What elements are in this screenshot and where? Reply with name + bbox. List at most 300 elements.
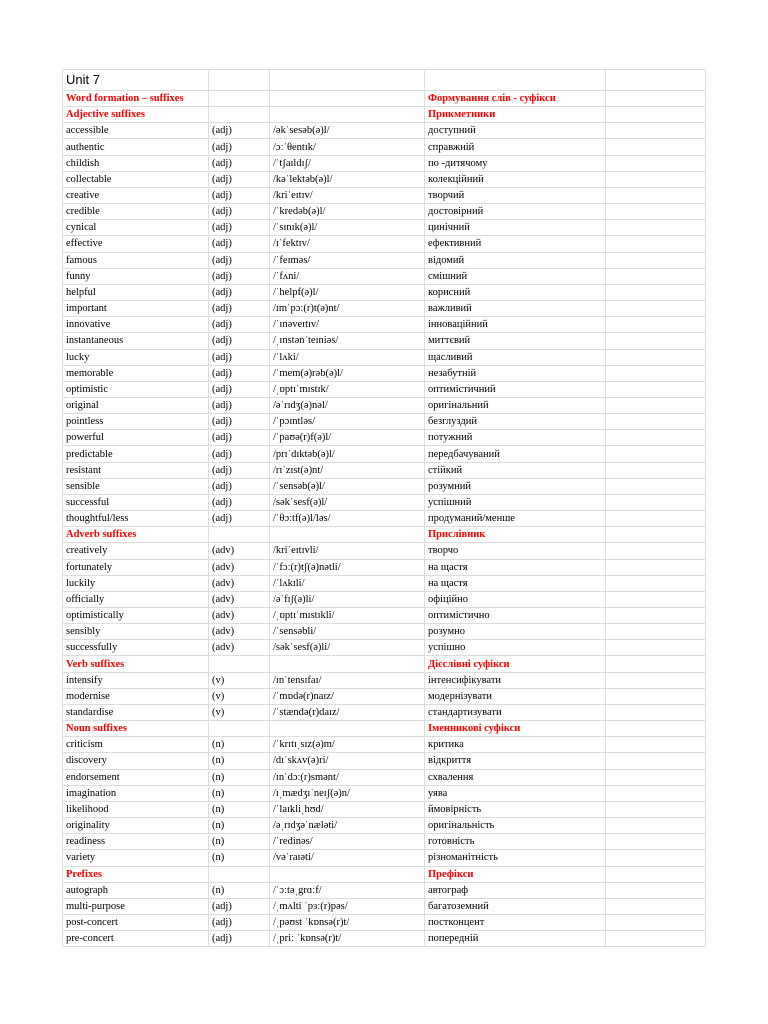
part-of-speech-cell[interactable]: (adj) bbox=[209, 349, 270, 365]
word-cell[interactable]: childish bbox=[63, 155, 209, 171]
word-row bbox=[63, 446, 706, 462]
part-of-speech-cell[interactable]: (adj) bbox=[209, 139, 270, 155]
empty-cell[interactable] bbox=[606, 931, 706, 947]
transcription-cell[interactable]: /vəˈraɪəti/ bbox=[270, 850, 425, 866]
empty-cell[interactable] bbox=[606, 801, 706, 817]
translation-cell[interactable]: попередній bbox=[425, 931, 606, 947]
part-of-speech-cell[interactable]: (n) bbox=[209, 769, 270, 785]
word-cell[interactable]: resistant bbox=[63, 462, 209, 478]
word-cell[interactable]: imagination bbox=[63, 785, 209, 801]
translation-cell[interactable]: цинічний bbox=[425, 220, 606, 236]
empty-cell[interactable] bbox=[606, 139, 706, 155]
translation-cell[interactable]: справжній bbox=[425, 139, 606, 155]
word-cell[interactable]: sensibly bbox=[63, 624, 209, 640]
word-cell[interactable]: officially bbox=[63, 591, 209, 607]
part-of-speech-cell[interactable]: (adj) bbox=[209, 914, 270, 930]
word-cell[interactable]: luckily bbox=[63, 575, 209, 591]
translation-cell[interactable]: офіційно bbox=[425, 591, 606, 607]
transcription-cell[interactable]: /ˌɪnstənˈteɪniəs/ bbox=[270, 333, 425, 349]
word-cell[interactable]: creative bbox=[63, 187, 209, 203]
word-row bbox=[63, 317, 706, 333]
part-of-speech-cell[interactable]: (adj) bbox=[209, 317, 270, 333]
word-cell[interactable]: pointless bbox=[63, 414, 209, 430]
section-header-row bbox=[63, 656, 706, 672]
word-cell[interactable]: fortunately bbox=[63, 559, 209, 575]
word-cell[interactable]: autograph bbox=[63, 882, 209, 898]
translation-cell[interactable]: миттєвий bbox=[425, 333, 606, 349]
transcription-cell[interactable]: /əˈrɪdʒ(ə)nəl/ bbox=[270, 397, 425, 413]
part-of-speech-cell[interactable]: (adj) bbox=[209, 301, 270, 317]
empty-cell[interactable] bbox=[606, 397, 706, 413]
transcription-cell[interactable]: /ˈsɪnɪk(ə)l/ bbox=[270, 220, 425, 236]
empty-cell[interactable] bbox=[270, 721, 425, 737]
transcription-cell[interactable]: /ˈkrɪtɪˌsɪz(ə)m/ bbox=[270, 737, 425, 753]
word-cell[interactable]: predictable bbox=[63, 446, 209, 462]
word-row bbox=[63, 381, 706, 397]
word-row bbox=[63, 591, 706, 607]
word-cell[interactable]: discovery bbox=[63, 753, 209, 769]
word-row bbox=[63, 236, 706, 252]
word-row bbox=[63, 430, 706, 446]
transcription-cell[interactable]: /rɪˈzɪst(ə)nt/ bbox=[270, 462, 425, 478]
part-of-speech-cell[interactable]: (adj) bbox=[209, 187, 270, 203]
translation-cell[interactable]: багатоземний bbox=[425, 898, 606, 914]
empty-cell[interactable] bbox=[606, 672, 706, 688]
transcription-cell[interactable]: /ˈfeɪməs/ bbox=[270, 252, 425, 268]
transcription-cell[interactable]: /ɪnˈtensɪfaɪ/ bbox=[270, 672, 425, 688]
sheet-body bbox=[63, 70, 706, 947]
empty-cell[interactable] bbox=[606, 882, 706, 898]
empty-cell[interactable] bbox=[606, 543, 706, 559]
transcription-cell[interactable]: /kəˈlektəb(ə)l/ bbox=[270, 171, 425, 187]
section-title-ua[interactable]: Прикметники bbox=[425, 107, 606, 123]
word-row bbox=[63, 914, 706, 930]
empty-cell[interactable] bbox=[606, 721, 706, 737]
empty-cell[interactable] bbox=[606, 575, 706, 591]
empty-cell[interactable] bbox=[270, 866, 425, 882]
empty-cell[interactable] bbox=[606, 818, 706, 834]
transcription-cell[interactable]: /ˈpaʊə(r)f(ə)l/ bbox=[270, 430, 425, 446]
word-row bbox=[63, 414, 706, 430]
translation-cell[interactable]: розумно bbox=[425, 624, 606, 640]
word-cell[interactable]: successfully bbox=[63, 640, 209, 656]
translation-cell[interactable]: інтенсифікувати bbox=[425, 672, 606, 688]
word-row bbox=[63, 478, 706, 494]
translation-cell[interactable]: важливий bbox=[425, 301, 606, 317]
section-header-row bbox=[63, 107, 706, 123]
section-header-row bbox=[63, 527, 706, 543]
word-row bbox=[63, 704, 706, 720]
empty-cell[interactable] bbox=[606, 430, 706, 446]
part-of-speech-cell[interactable]: (v) bbox=[209, 688, 270, 704]
transcription-cell[interactable]: /ˈmɒdə(r)naɪz/ bbox=[270, 688, 425, 704]
translation-cell[interactable]: потужний bbox=[425, 430, 606, 446]
transcription-cell[interactable]: /ˌɒptɪˈmɪstɪk/ bbox=[270, 381, 425, 397]
part-of-speech-cell[interactable]: (adj) bbox=[209, 204, 270, 220]
part-of-speech-cell[interactable]: (adj) bbox=[209, 511, 270, 527]
translation-cell[interactable]: розумний bbox=[425, 478, 606, 494]
empty-cell[interactable] bbox=[209, 527, 270, 543]
part-of-speech-cell[interactable]: (adj) bbox=[209, 252, 270, 268]
translation-cell[interactable]: колекційний bbox=[425, 171, 606, 187]
empty-cell[interactable] bbox=[606, 268, 706, 284]
word-cell[interactable]: helpful bbox=[63, 284, 209, 300]
empty-cell[interactable] bbox=[606, 155, 706, 171]
part-of-speech-cell[interactable]: (adv) bbox=[209, 559, 270, 575]
word-row bbox=[63, 333, 706, 349]
empty-cell[interactable] bbox=[606, 769, 706, 785]
transcription-cell[interactable]: /ˈsensəb(ə)l/ bbox=[270, 478, 425, 494]
empty-cell[interactable] bbox=[606, 107, 706, 123]
transcription-cell[interactable]: /dɪˈskʌv(ə)ri/ bbox=[270, 753, 425, 769]
part-of-speech-cell[interactable]: (adj) bbox=[209, 365, 270, 381]
translation-cell[interactable]: ймовірність bbox=[425, 801, 606, 817]
part-of-speech-cell[interactable]: (n) bbox=[209, 737, 270, 753]
empty-cell[interactable] bbox=[606, 446, 706, 462]
transcription-cell[interactable]: /ˈredinəs/ bbox=[270, 834, 425, 850]
word-cell[interactable]: effective bbox=[63, 236, 209, 252]
word-cell[interactable]: endorsement bbox=[63, 769, 209, 785]
translation-cell[interactable]: оптимістичний bbox=[425, 381, 606, 397]
empty-cell[interactable] bbox=[606, 414, 706, 430]
translation-cell[interactable]: достовірний bbox=[425, 204, 606, 220]
sheet-title[interactable]: Unit 7 bbox=[63, 70, 209, 91]
translation-cell[interactable]: корисний bbox=[425, 284, 606, 300]
translation-cell[interactable]: оптимістично bbox=[425, 608, 606, 624]
word-row bbox=[63, 494, 706, 510]
translation-cell[interactable]: уява bbox=[425, 785, 606, 801]
part-of-speech-cell[interactable]: (n) bbox=[209, 818, 270, 834]
word-cell[interactable]: sensible bbox=[63, 478, 209, 494]
part-of-speech-cell[interactable]: (adj) bbox=[209, 494, 270, 510]
translation-cell[interactable]: успішний bbox=[425, 494, 606, 510]
section-title-ua[interactable]: Дієслівні суфікси bbox=[425, 656, 606, 672]
word-cell[interactable]: originality bbox=[63, 818, 209, 834]
word-row bbox=[63, 898, 706, 914]
empty-cell[interactable] bbox=[270, 70, 425, 91]
transcription-cell[interactable]: /ɪˌmædʒɪˈneɪʃ(ə)n/ bbox=[270, 785, 425, 801]
word-row bbox=[63, 785, 706, 801]
translation-cell[interactable]: автограф bbox=[425, 882, 606, 898]
transcription-cell[interactable]: /əˌrɪdʒəˈnæləti/ bbox=[270, 818, 425, 834]
translation-cell[interactable]: стійкий bbox=[425, 462, 606, 478]
section-title-en[interactable]: Adverb suffixes bbox=[63, 527, 209, 543]
translation-cell[interactable]: критика bbox=[425, 737, 606, 753]
empty-cell[interactable] bbox=[606, 640, 706, 656]
transcription-cell[interactable]: /ˈtʃaɪldɪʃ/ bbox=[270, 155, 425, 171]
empty-cell[interactable] bbox=[606, 785, 706, 801]
transcription-cell[interactable]: /ˈɔːtəˌgrɑːf/ bbox=[270, 882, 425, 898]
transcription-cell[interactable]: /ɪmˈpɔː(r)t(ə)nt/ bbox=[270, 301, 425, 317]
part-of-speech-cell[interactable]: (v) bbox=[209, 672, 270, 688]
translation-cell[interactable]: успішно bbox=[425, 640, 606, 656]
word-cell[interactable]: funny bbox=[63, 268, 209, 284]
translation-cell[interactable]: безглуздий bbox=[425, 414, 606, 430]
word-cell[interactable]: intensify bbox=[63, 672, 209, 688]
translation-cell[interactable]: на щастя bbox=[425, 559, 606, 575]
empty-cell[interactable] bbox=[606, 187, 706, 203]
word-cell[interactable]: readiness bbox=[63, 834, 209, 850]
empty-cell[interactable] bbox=[606, 123, 706, 139]
part-of-speech-cell[interactable]: (n) bbox=[209, 753, 270, 769]
empty-cell[interactable] bbox=[606, 349, 706, 365]
part-of-speech-cell[interactable]: (adv) bbox=[209, 640, 270, 656]
transcription-cell[interactable]: /ˈstændə(r)daɪz/ bbox=[270, 704, 425, 720]
empty-cell[interactable] bbox=[606, 704, 706, 720]
part-of-speech-cell[interactable]: (adj) bbox=[209, 931, 270, 947]
empty-cell[interactable] bbox=[606, 252, 706, 268]
empty-cell[interactable] bbox=[606, 494, 706, 510]
part-of-speech-cell[interactable]: (adj) bbox=[209, 898, 270, 914]
empty-cell[interactable] bbox=[606, 462, 706, 478]
empty-cell[interactable] bbox=[209, 91, 270, 107]
part-of-speech-cell[interactable]: (adj) bbox=[209, 397, 270, 413]
empty-cell[interactable] bbox=[270, 656, 425, 672]
part-of-speech-cell[interactable]: (n) bbox=[209, 801, 270, 817]
word-cell[interactable]: powerful bbox=[63, 430, 209, 446]
transcription-cell[interactable]: /ˈlʌkɪli/ bbox=[270, 575, 425, 591]
empty-cell[interactable] bbox=[606, 753, 706, 769]
part-of-speech-cell[interactable]: (n) bbox=[209, 882, 270, 898]
empty-cell[interactable] bbox=[606, 171, 706, 187]
transcription-cell[interactable]: /ˈfɔː(r)tʃ(ə)nətli/ bbox=[270, 559, 425, 575]
empty-cell[interactable] bbox=[606, 624, 706, 640]
translation-cell[interactable]: доступний bbox=[425, 123, 606, 139]
empty-cell[interactable] bbox=[606, 284, 706, 300]
empty-cell[interactable] bbox=[606, 220, 706, 236]
part-of-speech-cell[interactable]: (n) bbox=[209, 785, 270, 801]
empty-cell[interactable] bbox=[606, 737, 706, 753]
part-of-speech-cell[interactable]: (adj) bbox=[209, 414, 270, 430]
word-cell[interactable]: variety bbox=[63, 850, 209, 866]
part-of-speech-cell[interactable]: (adv) bbox=[209, 608, 270, 624]
part-of-speech-cell[interactable]: (adj) bbox=[209, 446, 270, 462]
part-of-speech-cell[interactable]: (adj) bbox=[209, 236, 270, 252]
translation-cell[interactable]: ефективний bbox=[425, 236, 606, 252]
word-row bbox=[63, 850, 706, 866]
section-title-en[interactable]: Adjective suffixes bbox=[63, 107, 209, 123]
empty-cell[interactable] bbox=[606, 236, 706, 252]
empty-cell[interactable] bbox=[606, 834, 706, 850]
empty-cell[interactable] bbox=[606, 591, 706, 607]
word-cell[interactable]: successful bbox=[63, 494, 209, 510]
translation-cell[interactable]: оригінальний bbox=[425, 397, 606, 413]
part-of-speech-cell[interactable]: (adv) bbox=[209, 575, 270, 591]
section-title-en[interactable]: Verb suffixes bbox=[63, 656, 209, 672]
word-cell[interactable]: modernise bbox=[63, 688, 209, 704]
word-cell[interactable]: credible bbox=[63, 204, 209, 220]
empty-cell[interactable] bbox=[425, 70, 606, 91]
transcription-cell[interactable]: /ˈpɔɪntləs/ bbox=[270, 414, 425, 430]
part-of-speech-cell[interactable]: (adj) bbox=[209, 268, 270, 284]
translation-cell[interactable]: інноваційний bbox=[425, 317, 606, 333]
transcription-cell[interactable]: /prɪˈdɪktəb(ə)l/ bbox=[270, 446, 425, 462]
word-row bbox=[63, 155, 706, 171]
empty-cell[interactable] bbox=[606, 381, 706, 397]
word-cell[interactable]: memorable bbox=[63, 365, 209, 381]
transcription-cell[interactable]: /ˈkredəb(ə)l/ bbox=[270, 204, 425, 220]
word-row bbox=[63, 931, 706, 947]
word-cell[interactable]: lucky bbox=[63, 349, 209, 365]
translation-cell[interactable]: на щастя bbox=[425, 575, 606, 591]
word-cell[interactable]: instantaneous bbox=[63, 333, 209, 349]
translation-cell[interactable]: смішний bbox=[425, 268, 606, 284]
word-cell[interactable]: post-concert bbox=[63, 914, 209, 930]
word-cell[interactable]: creatively bbox=[63, 543, 209, 559]
word-cell[interactable]: important bbox=[63, 301, 209, 317]
part-of-speech-cell[interactable]: (adj) bbox=[209, 171, 270, 187]
translation-cell[interactable]: модернізувати bbox=[425, 688, 606, 704]
empty-cell[interactable] bbox=[270, 91, 425, 107]
translation-cell[interactable]: незабутній bbox=[425, 365, 606, 381]
transcription-cell[interactable]: /ˌpəʊst ˈkɒnsə(r)t/ bbox=[270, 914, 425, 930]
part-of-speech-cell[interactable]: (adv) bbox=[209, 624, 270, 640]
word-cell[interactable]: innovative bbox=[63, 317, 209, 333]
word-row bbox=[63, 511, 706, 527]
empty-cell[interactable] bbox=[606, 204, 706, 220]
word-cell[interactable]: authentic bbox=[63, 139, 209, 155]
transcription-cell[interactable]: /ɪˈfektɪv/ bbox=[270, 236, 425, 252]
word-cell[interactable]: likelihood bbox=[63, 801, 209, 817]
transcription-cell[interactable]: /ˈmem(ə)rəb(ə)l/ bbox=[270, 365, 425, 381]
translation-cell[interactable]: схвалення bbox=[425, 769, 606, 785]
empty-cell[interactable] bbox=[606, 511, 706, 527]
transcription-cell[interactable]: /kriˈeɪtɪv/ bbox=[270, 187, 425, 203]
translation-cell[interactable]: продуманий/менше bbox=[425, 511, 606, 527]
empty-cell[interactable] bbox=[606, 866, 706, 882]
transcription-cell[interactable]: /səkˈsesf(ə)l/ bbox=[270, 494, 425, 510]
empty-cell[interactable] bbox=[606, 70, 706, 91]
word-cell[interactable]: thoughtful/less bbox=[63, 511, 209, 527]
word-cell[interactable]: criticism bbox=[63, 737, 209, 753]
section-title-ua[interactable]: Формування слів - суфікси bbox=[425, 91, 606, 107]
word-cell[interactable]: optimistically bbox=[63, 608, 209, 624]
transcription-cell[interactable]: /ˈθɔːtf(ə)l/ləs/ bbox=[270, 511, 425, 527]
translation-cell[interactable]: готовність bbox=[425, 834, 606, 850]
transcription-cell[interactable]: /ˈlaɪkliˌhʊd/ bbox=[270, 801, 425, 817]
transcription-cell[interactable]: /ˈfʌni/ bbox=[270, 268, 425, 284]
transcription-cell[interactable]: /kriˈeɪtɪvli/ bbox=[270, 543, 425, 559]
empty-cell[interactable] bbox=[606, 608, 706, 624]
word-row bbox=[63, 672, 706, 688]
word-row bbox=[63, 882, 706, 898]
part-of-speech-cell[interactable]: (adj) bbox=[209, 284, 270, 300]
transcription-cell[interactable]: /ˈsensəbli/ bbox=[270, 624, 425, 640]
part-of-speech-cell[interactable]: (adv) bbox=[209, 543, 270, 559]
section-title-ua[interactable]: Прислівник bbox=[425, 527, 606, 543]
transcription-cell[interactable]: /ɪnˈdɔː(r)smənt/ bbox=[270, 769, 425, 785]
empty-cell[interactable] bbox=[606, 527, 706, 543]
empty-cell[interactable] bbox=[606, 301, 706, 317]
word-row bbox=[63, 769, 706, 785]
transcription-cell[interactable]: /ˈɪnəveɪtɪv/ bbox=[270, 317, 425, 333]
transcription-cell[interactable]: /ˈhelpf(ə)l/ bbox=[270, 284, 425, 300]
word-cell[interactable]: accessible bbox=[63, 123, 209, 139]
part-of-speech-cell[interactable]: (n) bbox=[209, 834, 270, 850]
section-title-en[interactable]: Noun suffixes bbox=[63, 721, 209, 737]
translation-cell[interactable]: щасливий bbox=[425, 349, 606, 365]
word-cell[interactable]: collectable bbox=[63, 171, 209, 187]
part-of-speech-cell[interactable]: (adj) bbox=[209, 333, 270, 349]
empty-cell[interactable] bbox=[606, 656, 706, 672]
section-title-ua[interactable]: Префікси bbox=[425, 866, 606, 882]
translation-cell[interactable]: по -дитячому bbox=[425, 155, 606, 171]
empty-cell[interactable] bbox=[606, 559, 706, 575]
transcription-cell[interactable]: /səkˈsesf(ə)li/ bbox=[270, 640, 425, 656]
translation-cell[interactable]: творчий bbox=[425, 187, 606, 203]
translation-cell[interactable]: оригінальність bbox=[425, 818, 606, 834]
empty-cell[interactable] bbox=[209, 866, 270, 882]
transcription-cell[interactable]: /əkˈsesəb(ə)l/ bbox=[270, 123, 425, 139]
transcription-cell[interactable]: /ˈlʌki/ bbox=[270, 349, 425, 365]
empty-cell[interactable] bbox=[270, 527, 425, 543]
word-row bbox=[63, 397, 706, 413]
transcription-cell[interactable]: /ˌɒptɪˈmɪstɪkli/ bbox=[270, 608, 425, 624]
translation-cell[interactable]: постконцент bbox=[425, 914, 606, 930]
part-of-speech-cell[interactable]: (adv) bbox=[209, 591, 270, 607]
translation-cell[interactable]: передбачуваний bbox=[425, 446, 606, 462]
section-header-row bbox=[63, 91, 706, 107]
part-of-speech-cell[interactable]: (adj) bbox=[209, 381, 270, 397]
empty-cell[interactable] bbox=[606, 688, 706, 704]
empty-cell[interactable] bbox=[606, 850, 706, 866]
transcription-cell[interactable]: /ɔːˈθentɪk/ bbox=[270, 139, 425, 155]
part-of-speech-cell[interactable]: (adj) bbox=[209, 123, 270, 139]
word-row bbox=[63, 640, 706, 656]
part-of-speech-cell[interactable]: (adj) bbox=[209, 478, 270, 494]
empty-cell[interactable] bbox=[209, 107, 270, 123]
word-cell[interactable]: famous bbox=[63, 252, 209, 268]
transcription-cell[interactable]: /ˌmʌlti ˈpɜː(r)pəs/ bbox=[270, 898, 425, 914]
translation-cell[interactable]: стандартизувати bbox=[425, 704, 606, 720]
word-row bbox=[63, 818, 706, 834]
word-cell[interactable]: standardise bbox=[63, 704, 209, 720]
empty-cell[interactable] bbox=[606, 914, 706, 930]
empty-cell[interactable] bbox=[209, 656, 270, 672]
word-cell[interactable]: pre-concert bbox=[63, 931, 209, 947]
empty-cell[interactable] bbox=[606, 478, 706, 494]
empty-cell[interactable] bbox=[270, 107, 425, 123]
translation-cell[interactable]: відомий bbox=[425, 252, 606, 268]
word-cell[interactable]: original bbox=[63, 397, 209, 413]
empty-cell[interactable] bbox=[606, 333, 706, 349]
empty-cell[interactable] bbox=[606, 317, 706, 333]
empty-cell[interactable] bbox=[606, 91, 706, 107]
part-of-speech-cell[interactable]: (adj) bbox=[209, 155, 270, 171]
transcription-cell[interactable]: /ˌpriː ˈkɒnsə(r)t/ bbox=[270, 931, 425, 947]
part-of-speech-cell[interactable]: (adj) bbox=[209, 220, 270, 236]
translation-cell[interactable]: відкриття bbox=[425, 753, 606, 769]
empty-cell[interactable] bbox=[209, 70, 270, 91]
part-of-speech-cell[interactable]: (v) bbox=[209, 704, 270, 720]
empty-cell[interactable] bbox=[606, 898, 706, 914]
transcription-cell[interactable]: /əˈfɪʃ(ə)li/ bbox=[270, 591, 425, 607]
translation-cell[interactable]: різноманітність bbox=[425, 850, 606, 866]
word-row bbox=[63, 252, 706, 268]
word-cell[interactable]: cynical bbox=[63, 220, 209, 236]
translation-cell[interactable]: творчо bbox=[425, 543, 606, 559]
empty-cell[interactable] bbox=[606, 365, 706, 381]
word-cell[interactable]: optimistic bbox=[63, 381, 209, 397]
section-title-ua[interactable]: Іменникові суфікси bbox=[425, 721, 606, 737]
part-of-speech-cell[interactable]: (adj) bbox=[209, 462, 270, 478]
part-of-speech-cell[interactable]: (adj) bbox=[209, 430, 270, 446]
empty-cell[interactable] bbox=[209, 721, 270, 737]
word-cell[interactable]: multi-purpose bbox=[63, 898, 209, 914]
part-of-speech-cell[interactable]: (n) bbox=[209, 850, 270, 866]
section-title-en[interactable]: Prefixes bbox=[63, 866, 209, 882]
section-title-en[interactable]: Word formation – suffixes bbox=[63, 91, 209, 107]
